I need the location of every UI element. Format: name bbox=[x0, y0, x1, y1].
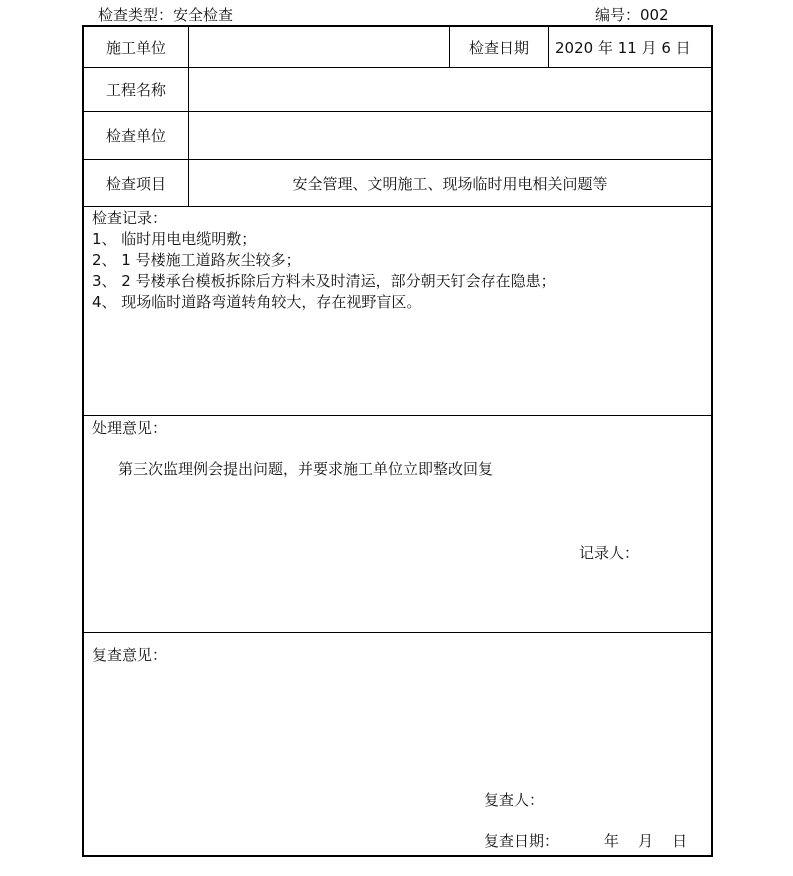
inspecting-unit-value[interactable] bbox=[189, 112, 709, 159]
inspection-items-label: 检查项目 bbox=[105, 174, 166, 193]
inspection-date-label: 检查日期 bbox=[468, 38, 529, 57]
column-divider bbox=[548, 27, 549, 68]
handling-title: 处理意见： bbox=[92, 419, 168, 437]
record-item: 2、 1 号楼施工道路灰尘较多； bbox=[92, 251, 301, 269]
inspection-form bbox=[82, 25, 713, 857]
inspection-type: 检查类型：安全检查 bbox=[98, 6, 234, 24]
records-title: 检查记录： bbox=[92, 209, 168, 227]
recorder-label: 记录人： bbox=[579, 544, 640, 562]
section-divider bbox=[84, 415, 711, 416]
reviewer-label: 复查人： bbox=[484, 791, 545, 809]
construction-unit-value[interactable] bbox=[189, 27, 449, 67]
serial-number: 编号：002 bbox=[595, 6, 669, 24]
project-name-label: 工程名称 bbox=[105, 81, 166, 99]
inspection-items-value[interactable]: 安全管理、文明施工、现场临时用电相关问题等 bbox=[292, 174, 608, 193]
section-divider bbox=[84, 632, 711, 633]
record-item: 4、 现场临时道路弯道转角较大，存在视野盲区。 bbox=[92, 293, 422, 311]
project-name-value[interactable] bbox=[189, 68, 709, 111]
review-date-label: 复查日期： bbox=[484, 832, 560, 850]
record-item: 1、 临时用电电缆明敷； bbox=[92, 230, 257, 248]
handling-content: 第三次监理例会提出问题，并要求施工单位立即整改回复 bbox=[118, 460, 494, 478]
construction-unit-label: 施工单位 bbox=[105, 38, 166, 57]
inspection-date-value[interactable]: 2020 年 11 月 6 日 bbox=[555, 38, 691, 57]
record-item: 3、 2 号楼承台模板拆除后方料未及时清运，部分朝天钉会存在隐患； bbox=[92, 272, 556, 290]
review-title: 复查意见： bbox=[92, 646, 168, 664]
inspecting-unit-label: 检查单位 bbox=[105, 127, 166, 145]
row-divider bbox=[84, 206, 711, 207]
inspection-records bbox=[92, 208, 556, 313]
review-date-value[interactable]: 年 月 日 bbox=[604, 832, 688, 850]
